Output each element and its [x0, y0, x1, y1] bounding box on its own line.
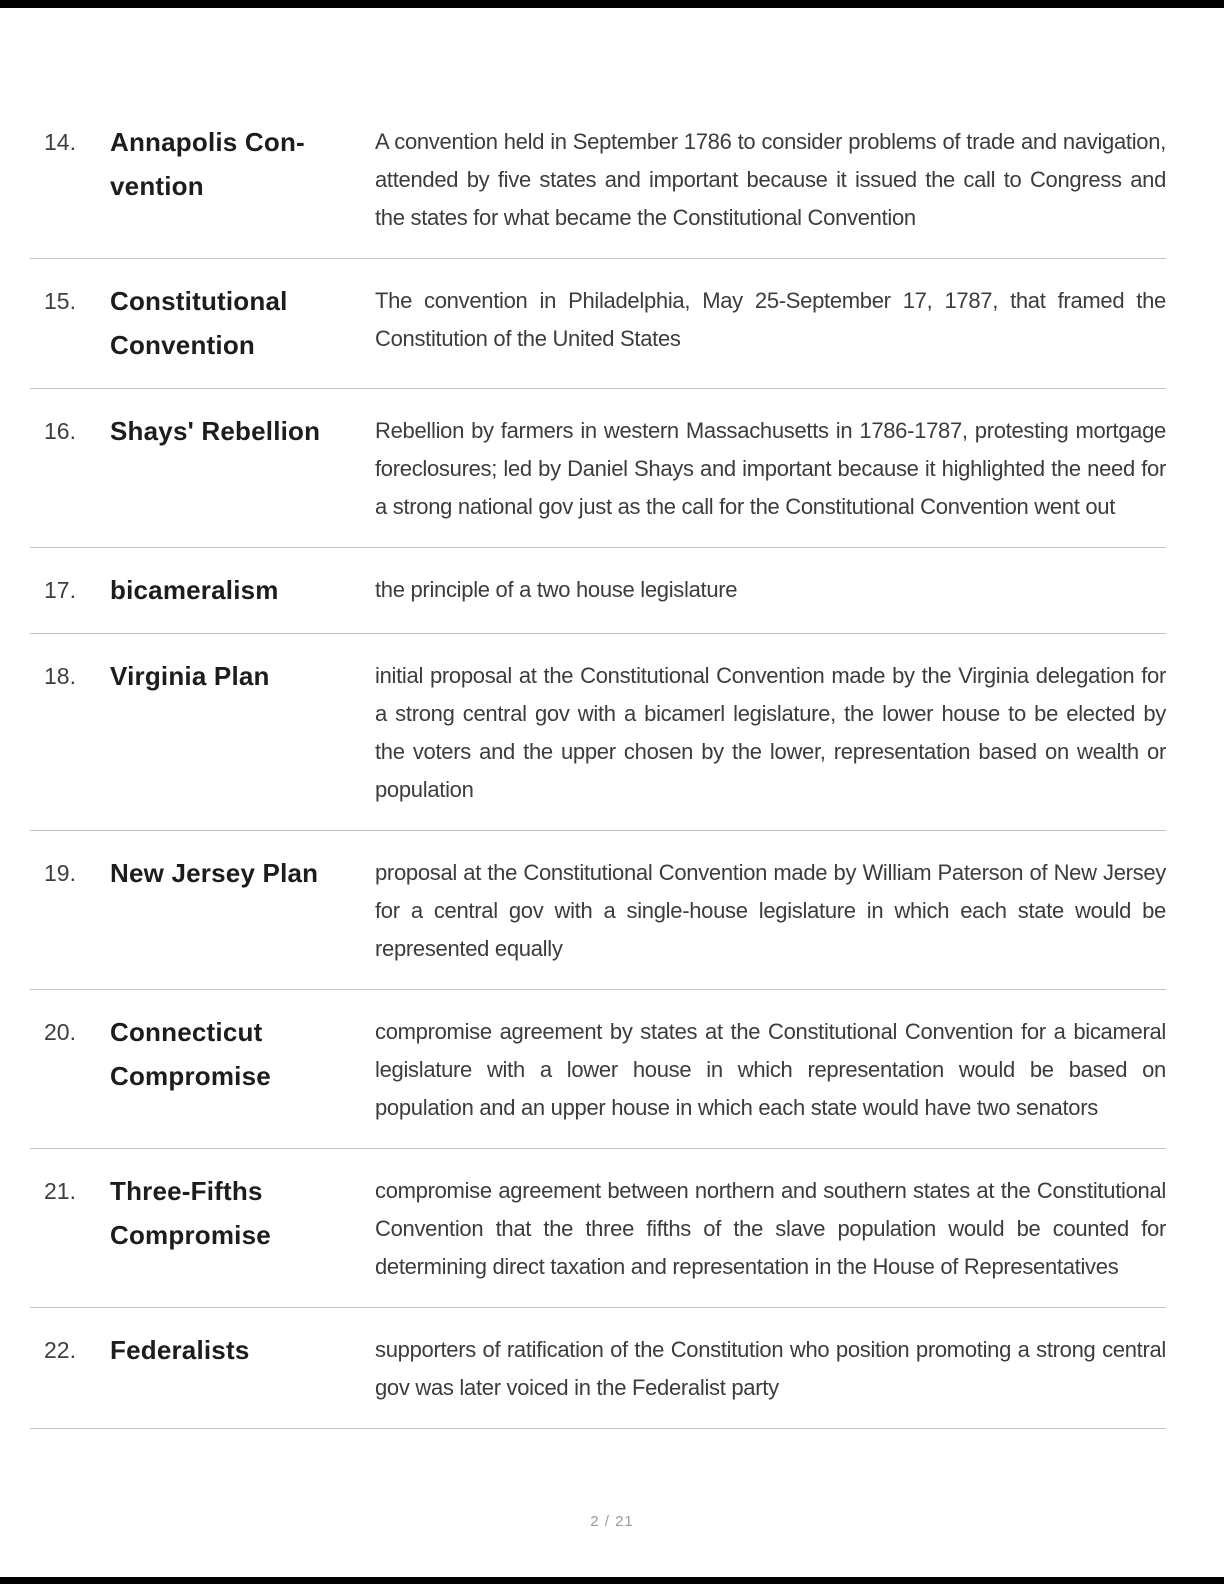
glossary-entry [30, 1149, 1166, 1308]
entry-number: 17. [44, 577, 76, 603]
entry-definition: initial proposal at the Constitutional Convention made by the Virginia delegation for a strong central gov with a bicamerl legislature, the lower house to be elected by the voters and the upper chosen by the lower, representation based on wealth or population [375, 663, 1166, 802]
entry-definition: proposal at the Constitutional Convention made by William Paterson of New Jersey for a central gov with a single-house legislature in which each state would be represented equally [375, 860, 1166, 961]
page-number: 2 / 21 [590, 1513, 634, 1530]
bottom-edge-bar [0, 1577, 1224, 1584]
entry-definition: Rebellion by farmers in western Massachusetts in 1786-1787, protesting mortgage foreclosures; led by Daniel Shays and important because it highlighted the need for a strong national gov just as the call for the Constitutional Convention went out [375, 418, 1166, 519]
top-edge-bar [0, 0, 1224, 8]
entry-term: Annapolis Convention [110, 127, 305, 201]
entry-number: 19. [44, 860, 76, 886]
glossary-entry [30, 389, 1166, 548]
entry-term: bicameralism [110, 575, 279, 605]
glossary-entry [30, 100, 1166, 259]
glossary-entry [30, 634, 1166, 831]
entry-definition: supporters of ratification of the Constitution who position promoting a strong central gov was later voiced in the Federalist party [375, 1337, 1166, 1400]
entry-term: Connecticut Compromise [110, 1017, 271, 1091]
glossary-entry [30, 831, 1166, 990]
entry-number: 22. [44, 1337, 76, 1363]
entry-number: 18. [44, 663, 76, 689]
entry-definition: The convention in Philadelphia, May 25-September 17, 1787, that framed the Constitution of the United States [375, 288, 1166, 351]
page-footer [0, 1513, 1224, 1530]
glossary-entry [30, 1308, 1166, 1429]
entry-definition: the principle of a two house legislature [375, 577, 738, 602]
entry-number: 16. [44, 418, 76, 444]
entry-definition: compromise agreement by states at the Constitutional Convention for a bicameral legislature with a lower house in which representation would be based on population and an upper house in which each state would have two senators [375, 1019, 1166, 1120]
entry-number: 21. [44, 1178, 76, 1204]
entry-term: Three-Fifths Compromise [110, 1176, 271, 1250]
entry-term: Virginia Plan [110, 661, 270, 691]
entry-definition: compromise agreement between northern and southern states at the Constitutional Convention that the three fifths of the slave population would be counted for determining direct taxation and representation in the House of Representatives [375, 1178, 1166, 1279]
entry-definition: A convention held in September 1786 to consider problems of trade and navigation, attended by five states and important because it issued the call to Congress and the states for what became the Constitutional Convention [375, 129, 1166, 230]
entry-number: 20. [44, 1019, 76, 1045]
entry-term: Federalists [110, 1335, 250, 1365]
glossary-list [30, 100, 1166, 1429]
glossary-entry [30, 259, 1166, 389]
entry-term: Constitutional Convention [110, 286, 288, 360]
entry-term: Shays' Rebellion [110, 416, 321, 446]
glossary-entry [30, 548, 1166, 634]
entry-term: New Jersey Plan [110, 858, 319, 888]
glossary-entry [30, 990, 1166, 1149]
entry-number: 15. [44, 288, 76, 314]
entry-number: 14. [44, 129, 76, 155]
